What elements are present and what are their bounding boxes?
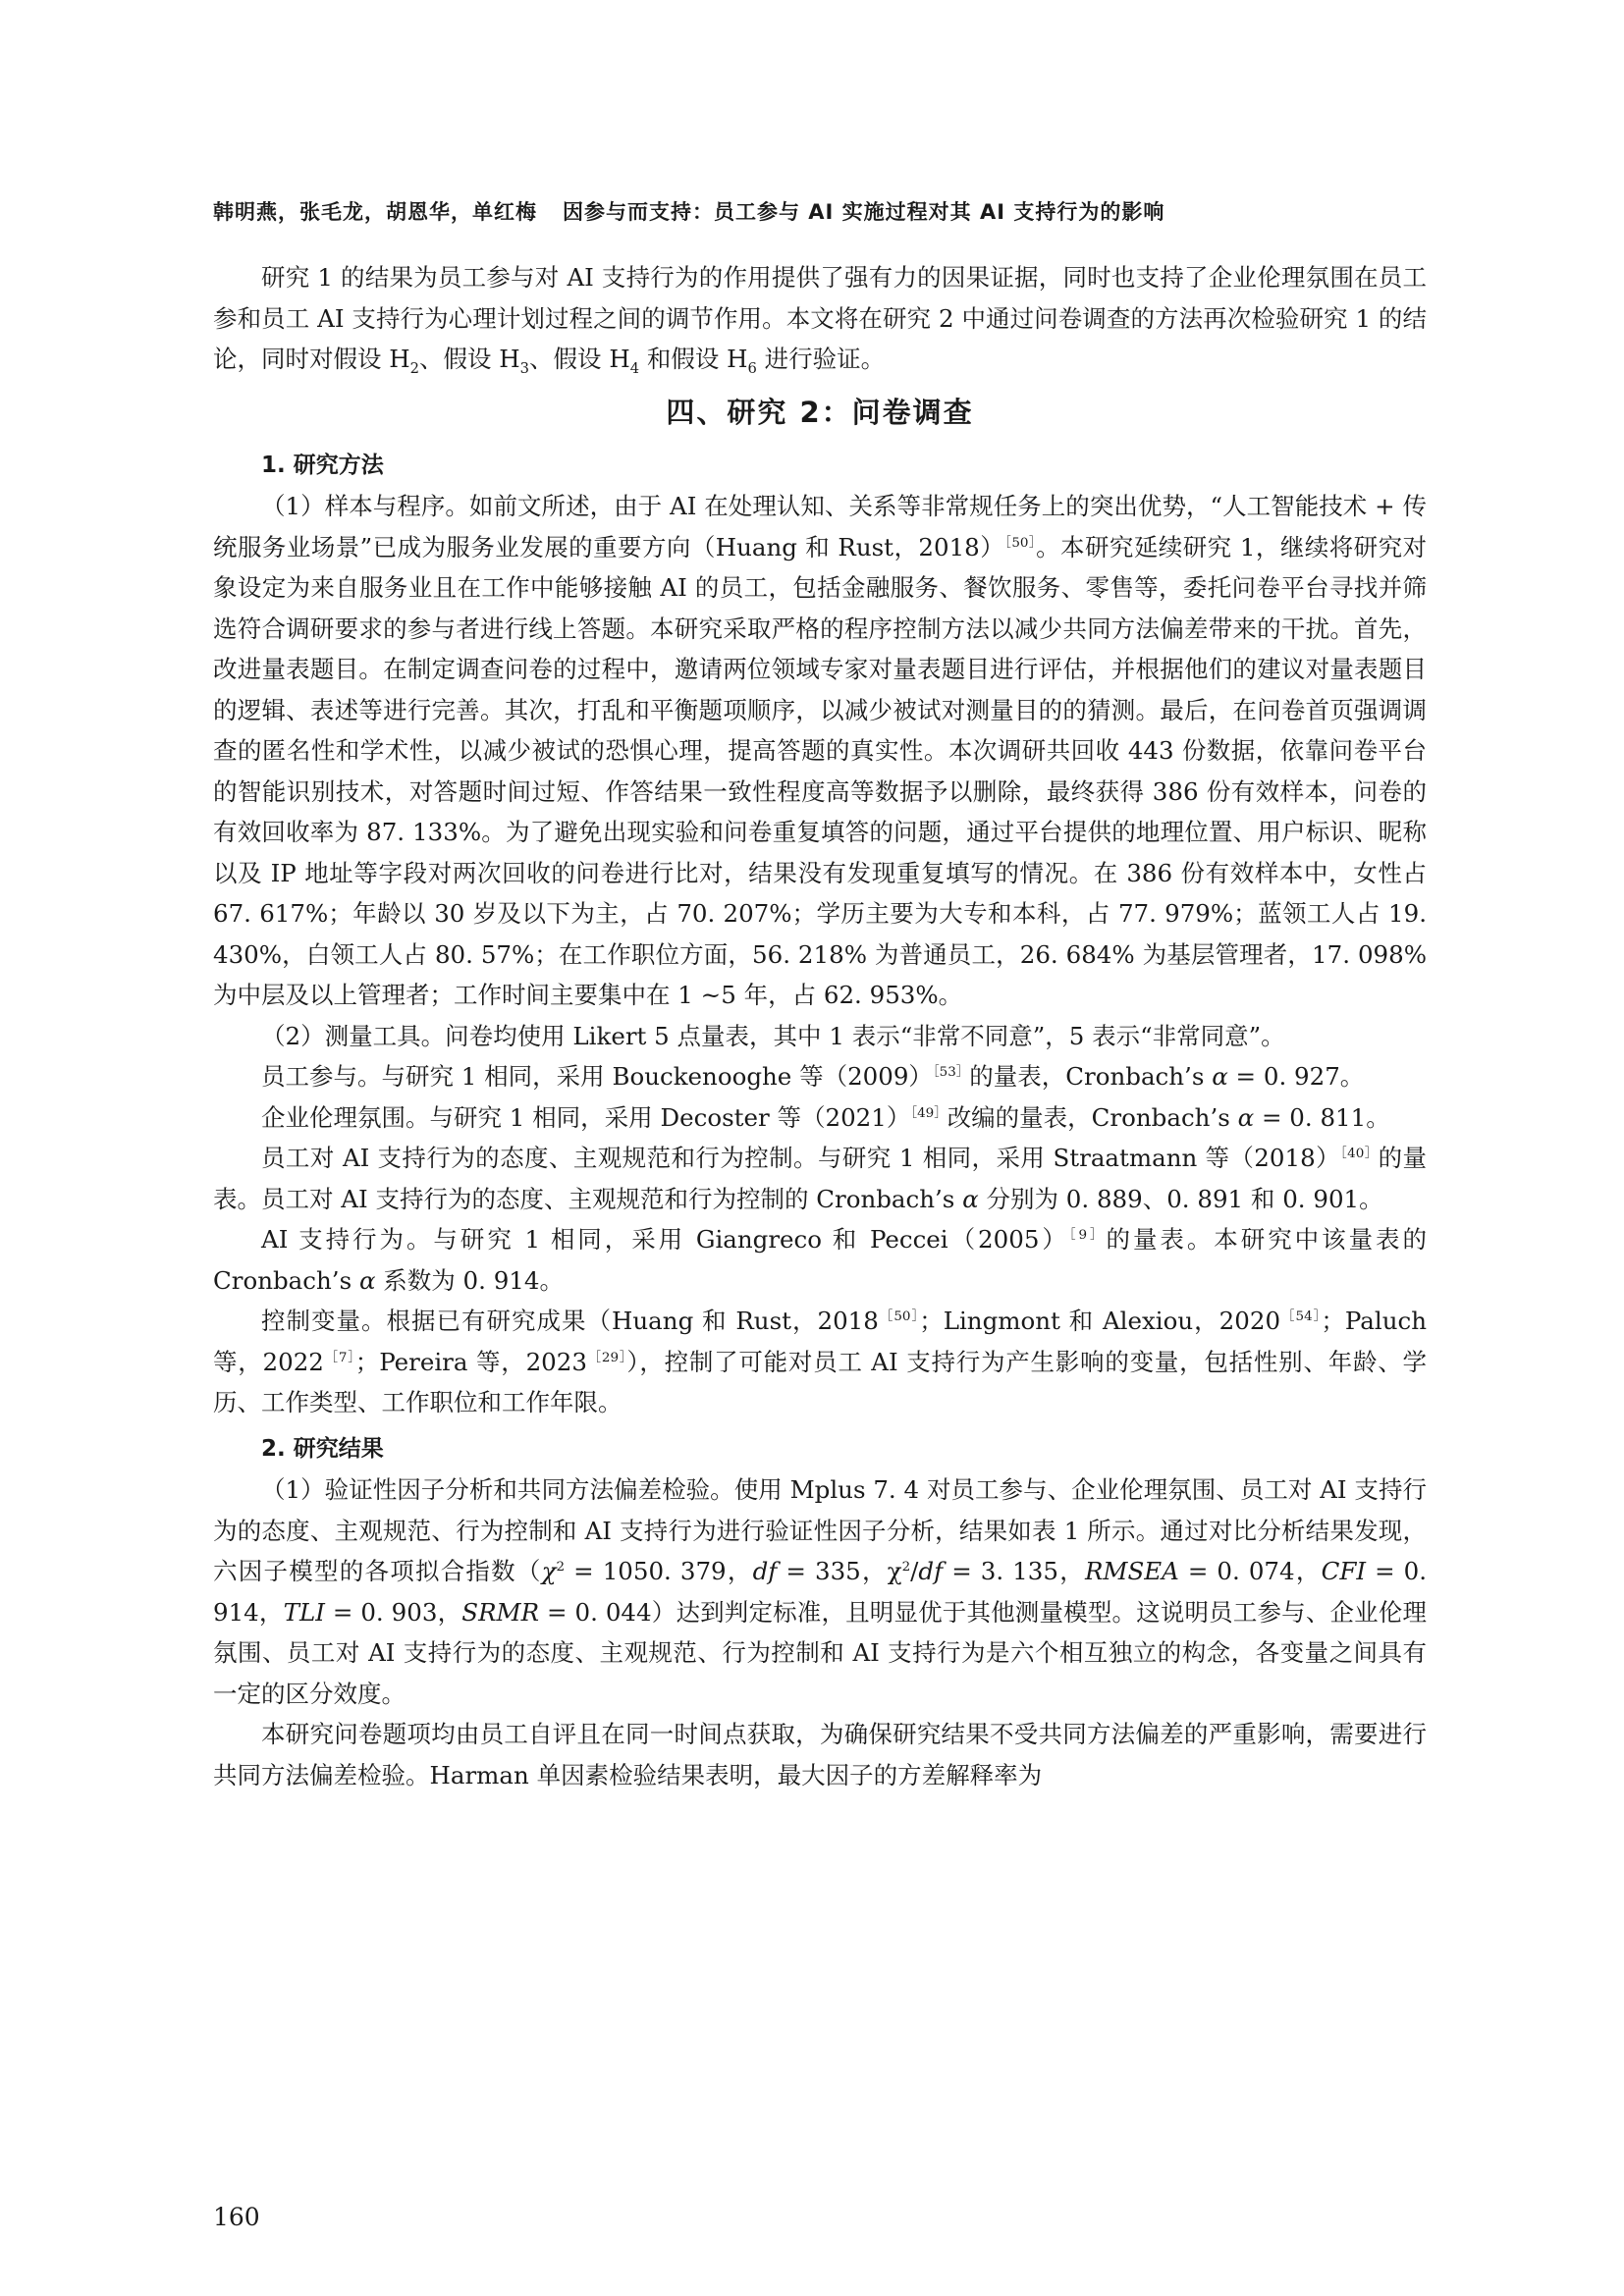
- citation: ［7］: [323, 1349, 355, 1365]
- citation: ［50］: [1004, 534, 1037, 551]
- header-authors: 韩明燕，张毛龙，胡恩华，单红梅: [213, 200, 537, 224]
- article-body: [213, 257, 1427, 1795]
- common-method-bias-paragraph: 本研究问卷题项均由员工自评且在同一时间点获取，为确保研究结果不受共同方法偏差的严重影响，需要进行共同方法偏差检验。Harman 单因素检验结果表明，最大因子的方差解释率为: [213, 1720, 1427, 1789]
- page-number: 160: [213, 2203, 260, 2231]
- citation: ［49］: [910, 1104, 947, 1121]
- citation: ［54］: [1280, 1308, 1322, 1324]
- running-header: [213, 196, 1431, 226]
- results-heading: 2. 研究结果: [261, 1435, 384, 1462]
- support-paragraph: AI 支持行为。与研究 1 相同，采用 Giangreco 和 $Peccei(2005)^{[9]}$的量表。本研究中该量表的 Cronbach’s α 系数为 0. 914。: [213, 1225, 1428, 1295]
- cfa-paragraph: （1）验证性因子分析和共同方法偏差检验。使用 Mplus 7. 4 对员工参与、企业伦理氛围、员工对 AI 支持行为的态度、主观规范、行为控制和 AI 支持行为进行验证性因子分析，结果如表 1 所示。通过对比分析结果发现，六因子模型的各项拟合指数（$\chi^2 = 1050$. 379，df = 335，$\chi^2/df = 3$. 135，RMSEA = 0. 074，CFI = 0. 914，TLI = 0. 903，SRMR = 0. 044）达到判定标准，且明显优于其他测量模型。这说明员工参与、企业伦理氛围、员工对 AI 支持行为的态度、主观规范、行为控制和 AI 支持行为是六个相互独立的构念，各变量之间具有一定的区分效度。: [213, 1475, 1428, 1708]
- climate-paragraph: 企业伦理氛围。与研究 1 相同，采用 Decoster 等$(2021)^{[49]}$改编的量表，Cronbach’s α = 0. 811。: [261, 1102, 1390, 1132]
- citation: ［9］: [1068, 1226, 1107, 1243]
- citation: ［53］: [932, 1063, 970, 1080]
- citation: ［50］: [878, 1308, 920, 1324]
- participation-paragraph: 员工参与。与研究 1 相同，采用 Bouckenooghe 等$(2009)^{[53]}$的量表，Cronbach’s α = 0. 927。: [261, 1062, 1365, 1091]
- section-title: 四、研究 2：问卷调查: [666, 395, 974, 429]
- method-heading: 1. 研究方法: [261, 452, 384, 478]
- citation: ［40］: [1340, 1145, 1379, 1161]
- control-paragraph: 控制变量。根据已有研究成果（Huang 和 Rust，$2018^{[50]}$；Lingmont 和 Alexiou，$2020^{[54]}$；Paluch 等，$2022^{[7]}$；Pereira 等，$2023^{[29]}$），控制了可能对员工 AI 支持行为产生影响的变量，包括性别、年龄、学历、工作类型、工作职位和工作年限。: [213, 1307, 1427, 1416]
- sample-paragraph: （1）样本与程序。如前文所述，由于 AI 在处理认知、关系等非常规任务上的突出优势，“人工智能技术 + 传统服务业场景”已成为服务业发展的重要方向（Huang 和 Rust，2018）$^{[50]}$。本研究延续研究 1，继续将研究对象设定为来自服务业且在工作中能够接触 AI 的员工，包括金融服务、餐饮服务、零售等，委托问卷平台寻找并筛选符合调研要求的参与者进行线上答题。本研究采取严格的程序控制方法以减少共同方法偏差带来的干扰。首先，改进量表题目。在制定调查问卷的过程中，邀请两位领域专家对量表题目进行评估，并根据他们的建议对量表题目的逻辑、表述等进行完善。其次，打乱和平衡题项顺序，以减少被试对测量目的的猜测。最后，在问卷首页强调调查的匿名性和学术性，以减少被试的恐惧心理，提高答题的真实性。本次调研共回收 443 份数据，依靠问卷平台的智能识别技术，对答题时间过短、作答结果一致性程度高等数据予以删除，最终获得 386 份有效样本，问卷的有效回收率为 87. 133%。为了避免出现实验和问卷重复填答的问题，通过平台提供的地理位置、用户标识、昵称以及 IP 地址等字段对两次回收的问卷进行比对，结果没有发现重复填写的情况。在 386 份有效样本中，女性占 67. 617%；年龄以 30 岁及以下为主，占 70. 207%；学历主要为大专和本科，占 77. 979%；蓝领工人占 19. 430%，白领工人占 80. 57%；在工作职位方面，56. 218% 为普通员工，26. 684% 为基层管理者，17. 098% 为中层及以上管理者；工作时间主要集中在 1 ~5 年，占 62. 953%。: [213, 492, 1428, 1009]
- citation: ［29］: [586, 1349, 627, 1365]
- header-title: 因参与而支持：员工参与 AI 实施过程对其 AI 支持行为的影响: [563, 200, 1165, 224]
- attitude-paragraph: 员工对 AI 支持行为的态度、主观规范和行为控制。与研究 1 相同，采用 Straatmann 等$(2018)^{[40]}$的量表。员工对 AI 支持行为的态度、主观规范和行为控制的 Cronbach’s α 分别为 0. 889、0. 891 和 0. 901。: [213, 1144, 1428, 1213]
- tools-paragraph: （2）测量工具。问卷均使用 Likert 5 点量表，其中 1 表示“非常不同意”，5 表示“非常同意”。: [261, 1021, 1285, 1050]
- intro-paragraph: 研究 1 的结果为员工参与对 AI 支持行为的作用提供了强有力的因果证据，同时也支持了企业伦理氛围在员工参和员工 AI 支持行为心理计划过程之间的调节作用。本文将在研究 2 中通过问卷调查的方法再次检验研究 1 的结论，同时对假设 $H_2$、假设 $H_3$、假设 $H_4$ 和假设 $H_6$ 进行验证。: [213, 263, 1427, 377]
